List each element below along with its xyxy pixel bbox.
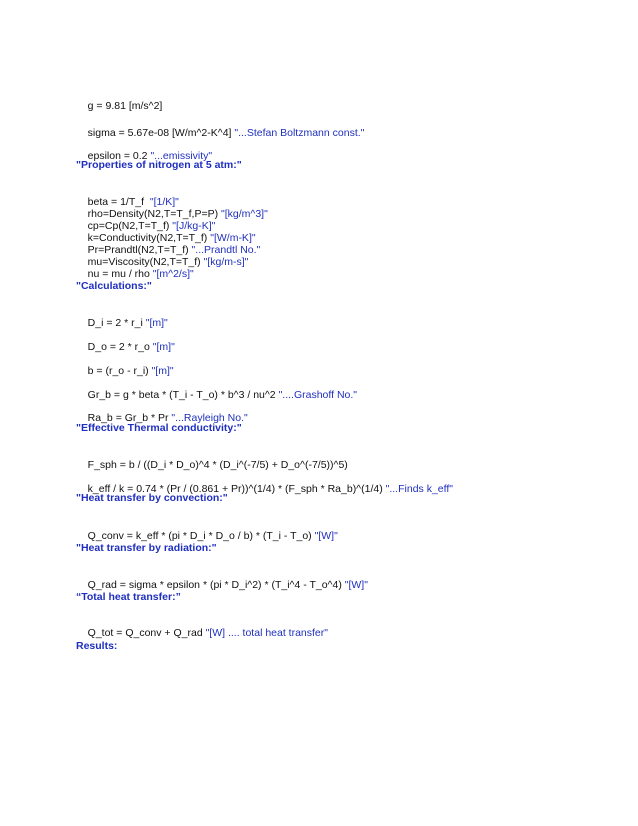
equation-comment: "[kg/m-s]" (203, 256, 249, 268)
equation-code: b = (r_o - r_i) (87, 365, 152, 377)
equation-code: k=Conductivity(N2,T=T_f) (87, 232, 211, 244)
equation-code: sigma = 5.67e-08 [W/m^2-K^4] (87, 127, 235, 139)
equation-comment: "...emissivity" (150, 150, 213, 162)
equation-code: rho=Density(N2,T=T_f,P=P) (87, 208, 222, 220)
equation-comment: "...Finds k_eff" (385, 483, 453, 495)
equation-comment: "[W] .... total heat transfer" (205, 627, 328, 639)
equation-code: D_o = 2 * r_o (87, 341, 153, 353)
equation-code: cp=Cp(N2,T=T_f) (87, 220, 173, 232)
section-heading: "Calculations:" (76, 280, 152, 292)
equation-code: beta = 1/T_f (87, 196, 150, 208)
equation-code: k_eff / k = 0.74 * (Pr / (0.861 + Pr))^(1/4) * (F_sph * Ra_b)^(1/4) (87, 483, 386, 495)
equation-code: Ra_b = Gr_b * Pr (87, 412, 172, 424)
equation-code: epsilon = 0.2 (87, 150, 151, 162)
section-heading: "Properties of nitrogen at 5 atm:" (76, 159, 242, 171)
equation-code: nu = mu / rho (87, 268, 153, 280)
equation-code: Q_rad = sigma * epsilon * (pi * D_i^2) * (T_i^4 - T_o^4) (87, 579, 345, 591)
section-heading: "Heat transfer by radiation:" (76, 542, 217, 554)
equation-comment: "[m]" (152, 341, 175, 353)
equation-comment: "[m]" (151, 365, 174, 377)
section-heading: "Heat transfer by convection:" (76, 492, 228, 504)
equation-comment: "[J/kg-K]" (172, 220, 216, 232)
equation-comment: "...Prandtl No." (191, 244, 261, 256)
equation-comment: "[kg/m^3]" (221, 208, 268, 220)
equation-comment: "...Stefan Boltzmann const." (234, 127, 365, 139)
equation-code: Gr_b = g * beta * (T_i - T_o) * b^3 / nu^2 (87, 389, 279, 401)
equation-comment: "[W]" (344, 579, 368, 591)
section-heading: “Total heat transfer:” (76, 591, 181, 603)
equation-comment: "[m]" (145, 317, 168, 329)
equation-code: F_sph = b / ((D_i * D_o)^4 * (D_i^(-7/5) + D_o^(-7/5))^5) (87, 459, 348, 471)
equation-comment: "[m^2/s]" (152, 268, 194, 280)
equation-code: Pr=Prandtl(N2,T=T_f) (87, 244, 192, 256)
equation-code: g = 9.81 [m/s^2] (87, 100, 163, 112)
equation-comment: "....Grashoff No." (278, 389, 358, 401)
equation-comment: "[W/m-K]" (210, 232, 256, 244)
equation-comment: "...Rayleigh No." (171, 412, 248, 424)
equation-code: Q_tot = Q_conv + Q_rad (87, 627, 206, 639)
section-heading: "Effective Thermal conductivity:" (76, 422, 242, 434)
equation-comment: "[1/K]" (149, 196, 179, 208)
equation-code: Q_conv = k_eff * (pi * D_i * D_o / b) * (T_i - T_o) (87, 530, 315, 542)
section-heading: Results: (76, 640, 118, 652)
equation-comment: "[W]" (314, 530, 338, 542)
equation-code: mu=Viscosity(N2,T=T_f) (87, 256, 204, 268)
equation-code: D_i = 2 * r_i (87, 317, 146, 329)
